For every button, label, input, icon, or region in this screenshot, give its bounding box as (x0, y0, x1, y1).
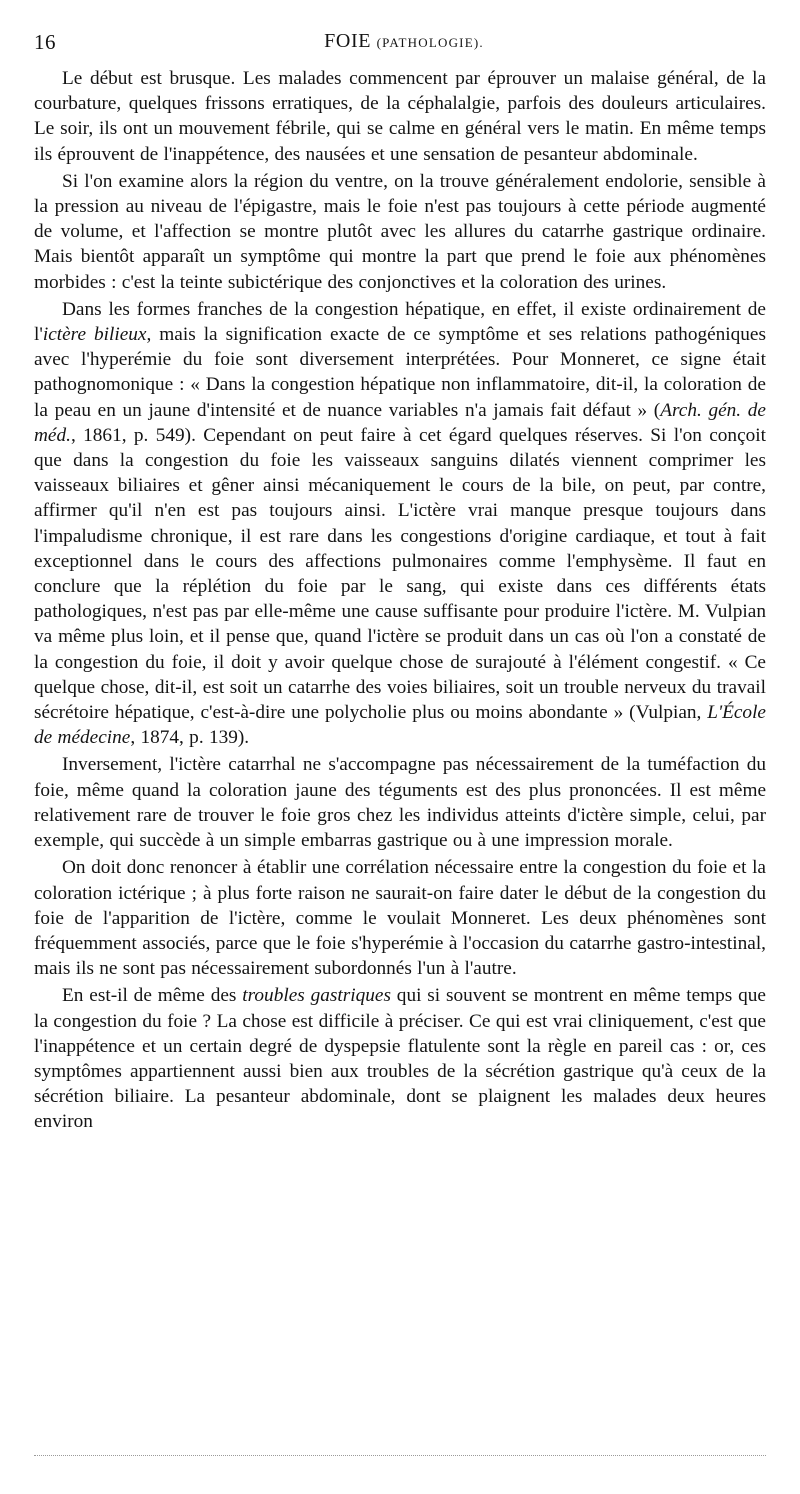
text-run: , mais la signification exacte de ce symptôme et ses relations pathogéniques avec l'hyperémie du foie sont diversement interprétées. Pour Monneret, ce signe était pathognomonique : « Dans la congestion hépatique non inflammatoire, dit-il, la coloration de la peau en un jaune d'intensité et de nuance variables n'a jamais fait défaut » ( (34, 324, 766, 421)
italic-text: ictère bilieux (42, 324, 147, 346)
text-run: Inversement, l'ictère catarrhal ne s'accompagne pas nécessairement de la tuméfaction du foie, même quand la coloration jaune des téguments est des plus prononcées. Il est même relativement rare de trouver le foie gros chez les individus atteints d'ictère simple, celui, par exemple, qui succède à un simple embarras gastrique ou à une impression morale. (34, 754, 766, 852)
running-title-sub: (PATHOLOGIE). (376, 35, 484, 50)
footer-rule (34, 1455, 766, 1456)
paragraph (34, 297, 766, 751)
text-run: Si l'on examine alors la région du ventre, on la trouve généralement endolorie, sensible à la pression au niveau de l'épigastre, mais le foie n'est pas toujours à cette période augmenté de volume, et l'affection se montre plutôt avec les allures du catarrhe gastrique ordinaire. Mais bientôt apparaît un symptôme qui montre la part que prend le foie aux phénomènes morbides : c'est la teinte subictérique des conjonctives et la coloration des urines. (34, 170, 766, 293)
body-text (34, 66, 766, 1137)
italic-text: Arch. gén. de méd. (34, 399, 766, 446)
italic-text: L'École de médecine (34, 702, 766, 749)
running-header (34, 30, 774, 60)
text-run: qui si souvent se montrent en même temps que la congestion du foie ? La chose est difficile à préciser. Ce qui est vrai cliniquement, c'est que l'inappétence et un certain degré de dyspepsie flatulente sont la règle en pareil cas : or, ces symptômes appartiennent aussi bien aux troubles de la sécrétion gastrique qu'à ceux de la sécrétion biliaire. La pesanteur abdominale, dont se plaignent les malades deux heures environ (34, 985, 766, 1133)
running-title-main: FOIE (324, 30, 372, 52)
text-run: , 1874, p. 139). (130, 727, 250, 749)
paragraph (34, 855, 766, 981)
paragraph (34, 66, 766, 167)
paragraph (34, 752, 766, 853)
italic-text: troubles gastriques (242, 985, 391, 1007)
text-run: Le début est brusque. Les malades commencent par éprouver un malaise général, de la courbature, quelques frissons erratiques, de la céphalalgie, parfois des douleurs articulaires. Le soir, ils ont un mouvement fébrile, qui se calme en général vers le matin. En même temps ils éprouvent de l'inappétence, des nausées et une sensation de pesanteur abdominale. (34, 68, 766, 165)
running-title (34, 30, 774, 53)
text-run: Dans les formes franches de la congestion hépatique, en effet, il existe ordinairement de l' (34, 298, 766, 346)
text-run: En est-il de même des (62, 985, 243, 1007)
text-run: , 1861, p. 549). Cependant on peut faire à cet égard quelques réserves. Si l'on conçoit que dans la congestion du foie les vaisseaux sanguins dilatés viennent comprimer les vaisseaux biliaires et gêner ainsi mécaniquement le cours de la bile, on peut, par contre, affirmer qu'il n'en est pas toujours ainsi. L'ictère vrai manque presque toujours dans l'impaludisme chronique, il est rare dans les congestions d'origine cardiaque, et tout à fait exceptionnel dans le cours des affections pulmonaires comme l'emphysème. Il faut en conclure que la réplétion du foie par le sang, qui existe dans ces différents états pathologiques, n'est pas par elle-même une cause suffisante pour produire l'ictère. M. Vulpian va même plus loin, et il pense que, quand l'ictère se produit dans un cas où l'on a constaté de la congestion du foie, il doit y avoir quelque chose de surajouté à l'élément congestif. « Ce quelque chose, dit-il, est soit un catarrhe des voies biliaires, soit un trouble nerveux du travail sécrétoire hépatique, c'est-à-dire une polycholie plus ou moins abondante » (Vulpian, (34, 424, 766, 724)
paragraph (34, 169, 766, 295)
page-number: 16 (34, 30, 56, 54)
text-run: On doit donc renoncer à établir une corrélation nécessaire entre la congestion du foie et la coloration ictérique ; à plus forte raison ne saurait-on faire dater le début de la congestion du foie de l'apparition de l'ictère, comme le voulait Monneret. Les deux phénomènes sont fréquemment associés, parce que le foie s'hyperémie à l'occasion du catarrhe gastro-intestinal, mais ils ne sont pas nécessairement subordonnés l'un à l'autre. (34, 857, 766, 980)
paragraph (34, 983, 766, 1134)
